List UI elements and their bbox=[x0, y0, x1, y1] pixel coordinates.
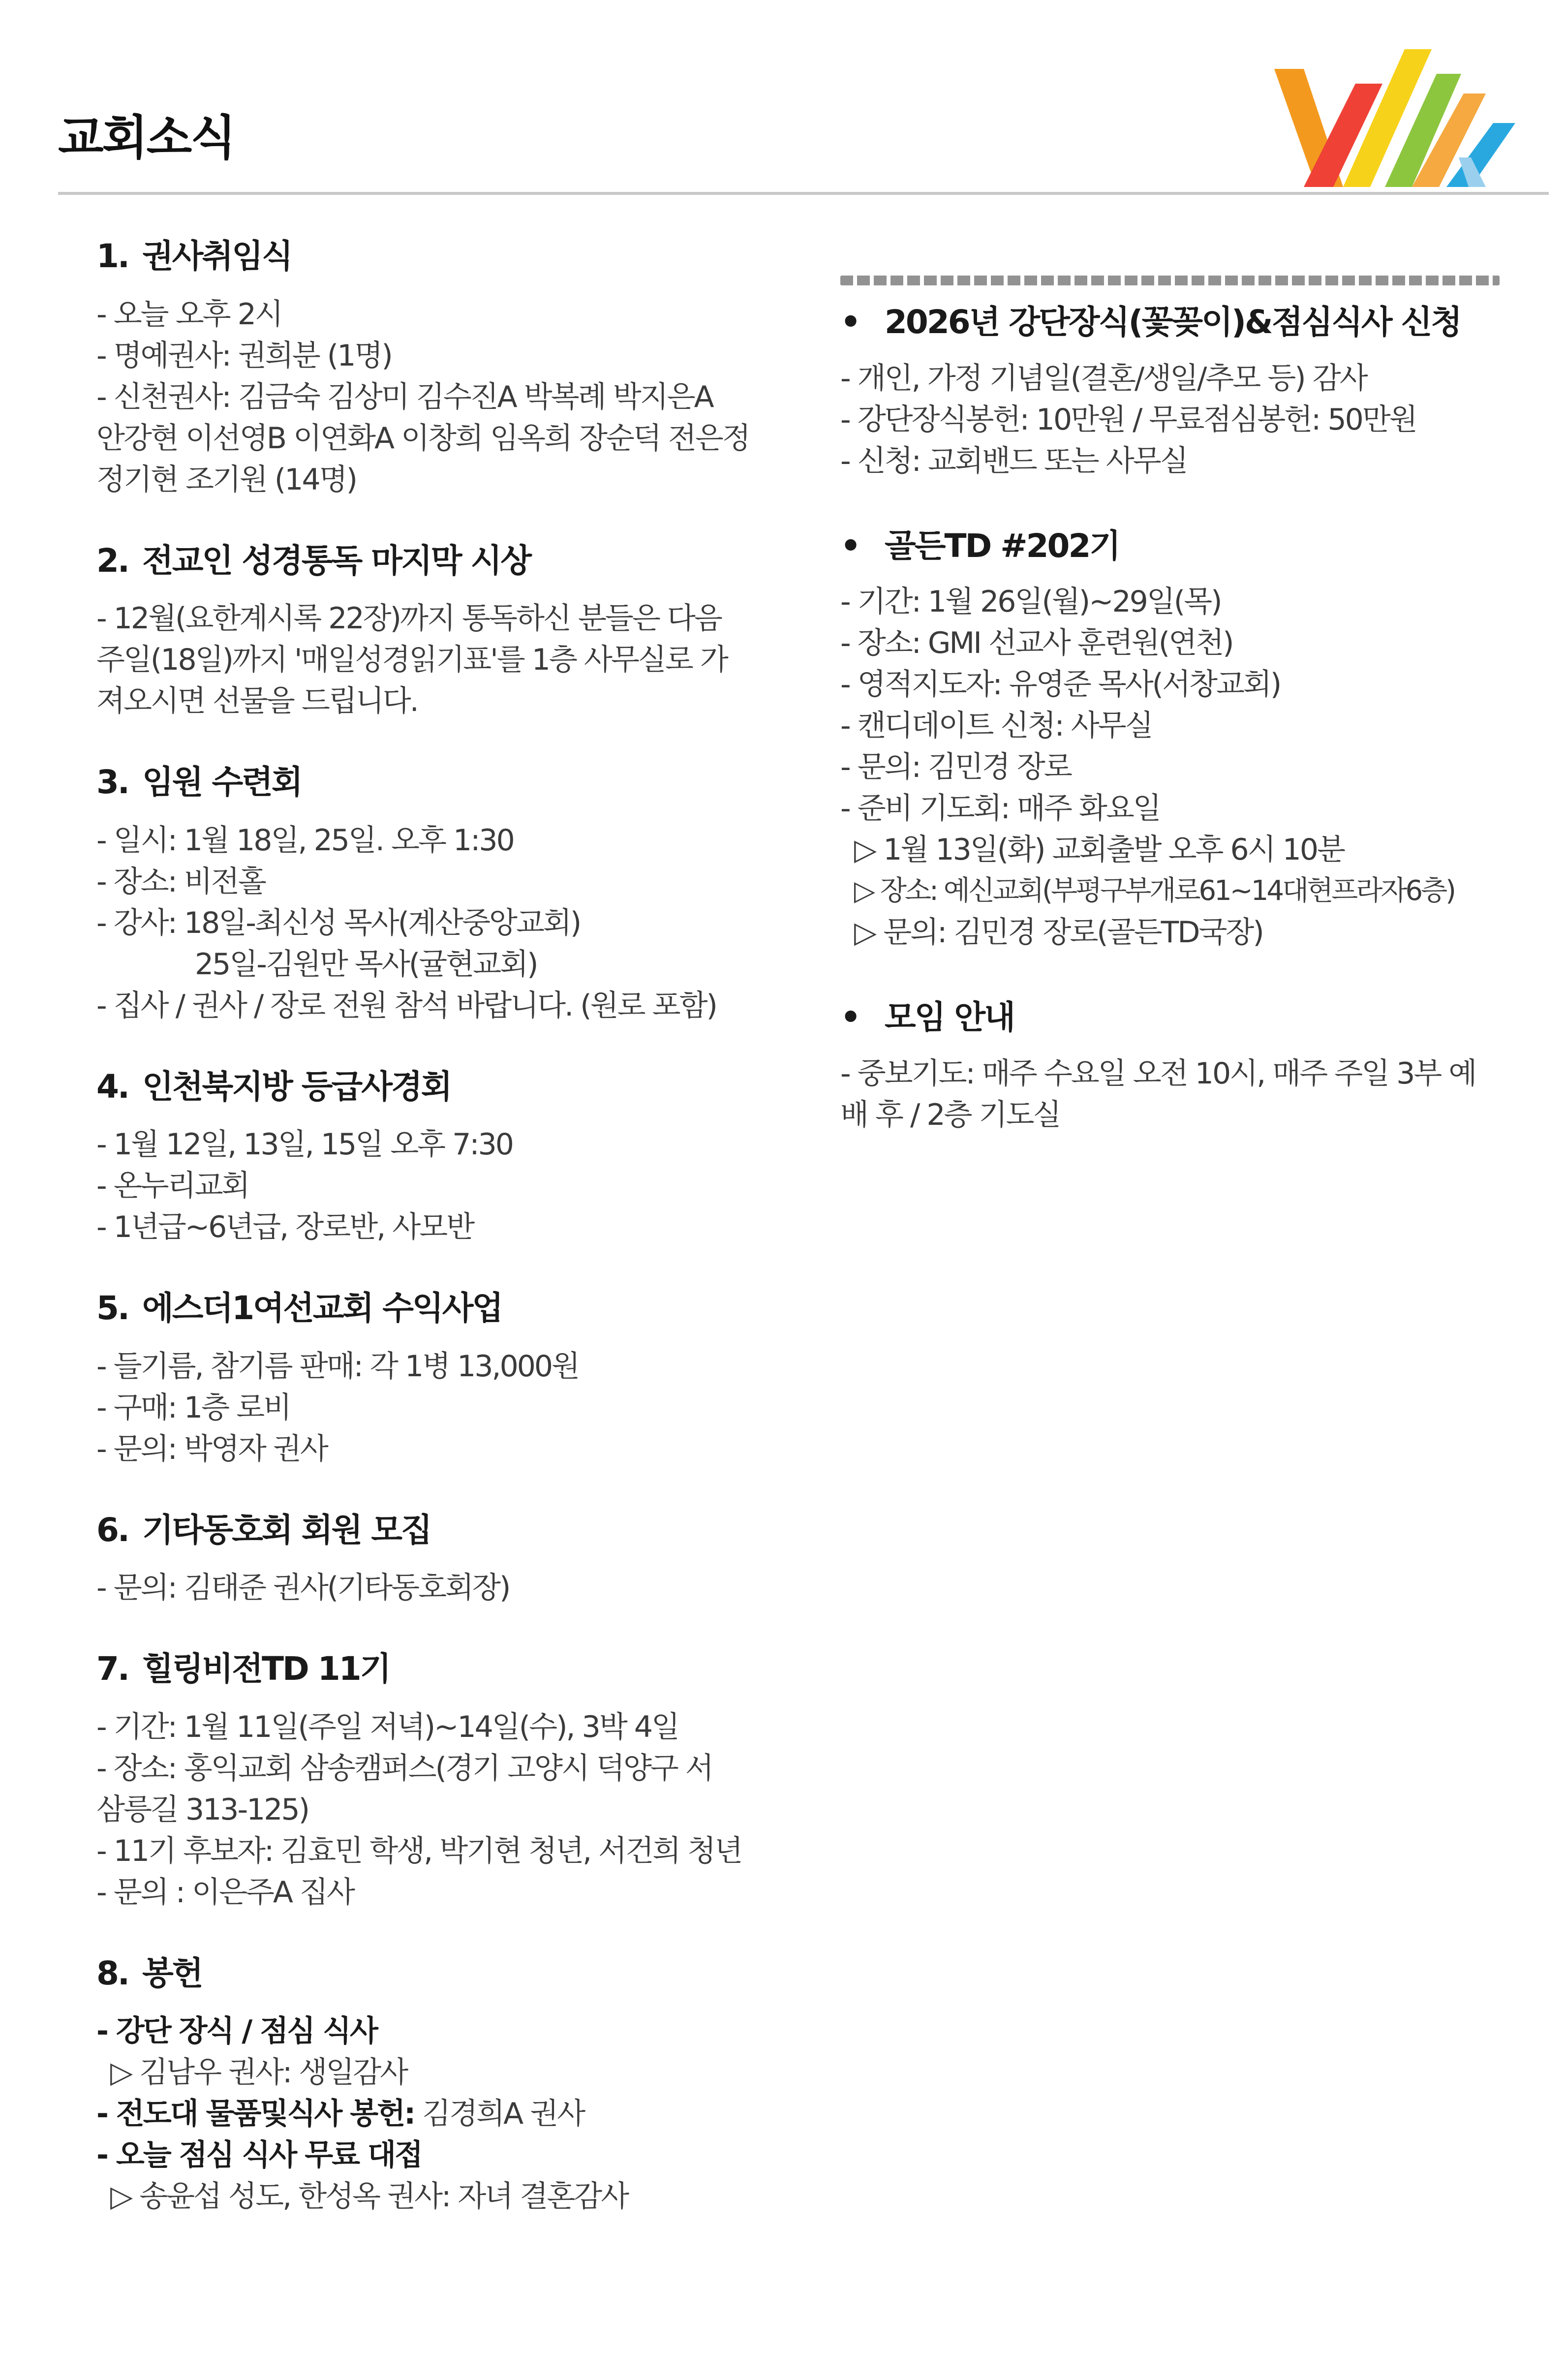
list-item: - 들기름, 참기름 판매: 각 1병 13,000원 bbox=[96, 1349, 579, 1384]
list-item: - 장소: 홍익교회 삼송캠퍼스(경기 고양시 덕양구 서 bbox=[96, 1751, 712, 1786]
list-item: 정기현 조기원 (14명) bbox=[96, 462, 357, 497]
list-item: - 중보기도: 매주 수요일 오전 10시, 매주 주일 3부 예 bbox=[840, 1056, 1476, 1091]
list-item: - 집사 / 권사 / 장로 전원 참석 바랍니다. (원로 포함) bbox=[96, 988, 716, 1023]
dashed-divider bbox=[840, 276, 1500, 285]
offering-item: - 오늘 점심 식사 무료 대접 bbox=[96, 2138, 422, 2172]
list-item: - 온누리교회 bbox=[96, 1169, 249, 1203]
list-item: 배 후 / 2층 기도실 bbox=[840, 1097, 1060, 1132]
header-divider bbox=[58, 192, 1549, 195]
right-column bbox=[840, 276, 1529, 1136]
section-1 bbox=[96, 236, 785, 500]
list-item: - 문의 : 이은주A 집사 bbox=[96, 1875, 354, 1910]
list-item: - 기간: 1월 26일(월)~29일(목) bbox=[840, 585, 1221, 619]
list-item: - 문의: 박영자 권사 bbox=[96, 1431, 327, 1466]
section-title: 8. 봉헌 bbox=[96, 1954, 202, 1992]
list-item: 져오시면 선물을 드립니다. bbox=[96, 684, 418, 718]
list-item: - 개인, 가정 기념일(결혼/생일/추모 등) 감사 bbox=[840, 361, 1367, 396]
list-item: - 장소: GMI 선교사 훈련원(연천) bbox=[840, 626, 1233, 660]
offering-item: - 전도대 물품및식사 봉헌: 김경희A 권사 bbox=[96, 2097, 584, 2131]
list-item: - 오늘 오후 2시 bbox=[96, 297, 282, 332]
list-item: 주일(18일)까지 '매일성경읽기표'를 1층 사무실로 가 bbox=[96, 643, 727, 677]
list-item: - 장소: 비전홀 bbox=[96, 864, 265, 899]
block-altar-flowers bbox=[840, 302, 1529, 482]
list-item: - 11기 후보자: 김효민 학생, 박기현 청년, 서건희 청년 bbox=[96, 1833, 742, 1868]
block-golden-td bbox=[840, 526, 1529, 954]
list-item: - 1월 12일, 13일, 15일 오후 7:30 bbox=[96, 1127, 513, 1162]
list-item: - 12월(요한계시록 22장)까지 통독하신 분들은 다음 bbox=[96, 601, 721, 636]
list-item: - 강사: 18일-최신성 목사(계산중앙교회) bbox=[96, 905, 581, 940]
list-item: - 신청: 교회밴드 또는 사무실 bbox=[840, 443, 1187, 478]
block-title: • 모임 안내 bbox=[840, 998, 1014, 1036]
section-4 bbox=[96, 1067, 785, 1248]
section-3 bbox=[96, 762, 785, 1026]
page-title: 교회소식 bbox=[58, 110, 235, 165]
offering-item: - 강단 장식 / 점심 식사 bbox=[96, 2014, 377, 2048]
list-item: ▷ 장소: 예신교회(부평구부개로61~14대현프라자6층) bbox=[854, 875, 1455, 907]
block-meetings bbox=[840, 997, 1529, 1136]
section-8 bbox=[96, 1953, 785, 2218]
list-item: - 1년급~6년급, 장로반, 사모반 bbox=[96, 1210, 474, 1244]
section-2 bbox=[96, 541, 785, 722]
section-title: 5. 에스더1여선교회 수익사업 bbox=[96, 1289, 502, 1327]
list-item: 25일-김원만 목사(귤현교회) bbox=[195, 947, 537, 982]
list-item: - 준비 기도회: 매주 화요일 bbox=[840, 791, 1160, 826]
church-logo bbox=[1269, 39, 1525, 197]
list-item: - 강단장식봉헌: 10만원 / 무료점심봉헌: 50만원 bbox=[840, 402, 1416, 437]
list-item: - 기간: 1월 11일(주일 저녁)~14일(수), 3박 4일 bbox=[96, 1709, 679, 1744]
section-title: 2. 전교인 성경통독 마지막 시상 bbox=[96, 541, 531, 580]
section-title: 1. 권사취임식 bbox=[96, 237, 292, 275]
section-title: 3. 임원 수련회 bbox=[96, 763, 302, 801]
offering-detail: ▷ 김남우 권사: 생일감사 bbox=[110, 2055, 407, 2090]
list-item: 안강현 이선영B 이연화A 이창희 임옥희 장순덕 전은정 bbox=[96, 421, 749, 456]
section-title: 7. 힐링비전TD 11기 bbox=[96, 1650, 390, 1688]
list-item: - 문의: 김태준 권사(기타동호회장) bbox=[96, 1571, 510, 1605]
block-title: • 2026년 강단장식(꽃꽂이)&점심식사 신청 bbox=[840, 303, 1461, 341]
list-item: - 일시: 1월 18일, 25일. 오후 1:30 bbox=[96, 823, 514, 858]
section-7 bbox=[96, 1649, 785, 1913]
section-title: 6. 기타동호회 회원 모집 bbox=[96, 1511, 431, 1549]
list-item: - 신천권사: 김금숙 김상미 김수진A 박복례 박지은A bbox=[96, 379, 713, 414]
list-item: - 캔디데이트 신청: 사무실 bbox=[840, 709, 1152, 743]
block-title: • 골든TD #202기 bbox=[840, 526, 1120, 565]
offering-detail: ▷ 송윤섭 성도, 한성옥 권사: 자녀 결혼감사 bbox=[110, 2179, 628, 2214]
list-item: 삼릉길 313-125) bbox=[96, 1792, 309, 1827]
list-item: - 명예권사: 권희분 (1명) bbox=[96, 338, 392, 373]
list-item: - 구매: 1층 로비 bbox=[96, 1390, 291, 1425]
list-item: - 영적지도자: 유영준 목사(서창교회) bbox=[840, 667, 1281, 702]
section-title: 4. 인천북지방 등급사경회 bbox=[96, 1067, 451, 1106]
section-5 bbox=[96, 1288, 785, 1470]
list-item: ▷ 문의: 김민경 장로(골든TD국장) bbox=[854, 915, 1263, 950]
section-6 bbox=[96, 1510, 785, 1609]
list-item: - 문의: 김민경 장로 bbox=[840, 750, 1071, 784]
left-column bbox=[96, 236, 785, 2217]
list-item: ▷ 1월 13일(화) 교회출발 오후 6시 10분 bbox=[854, 833, 1344, 867]
